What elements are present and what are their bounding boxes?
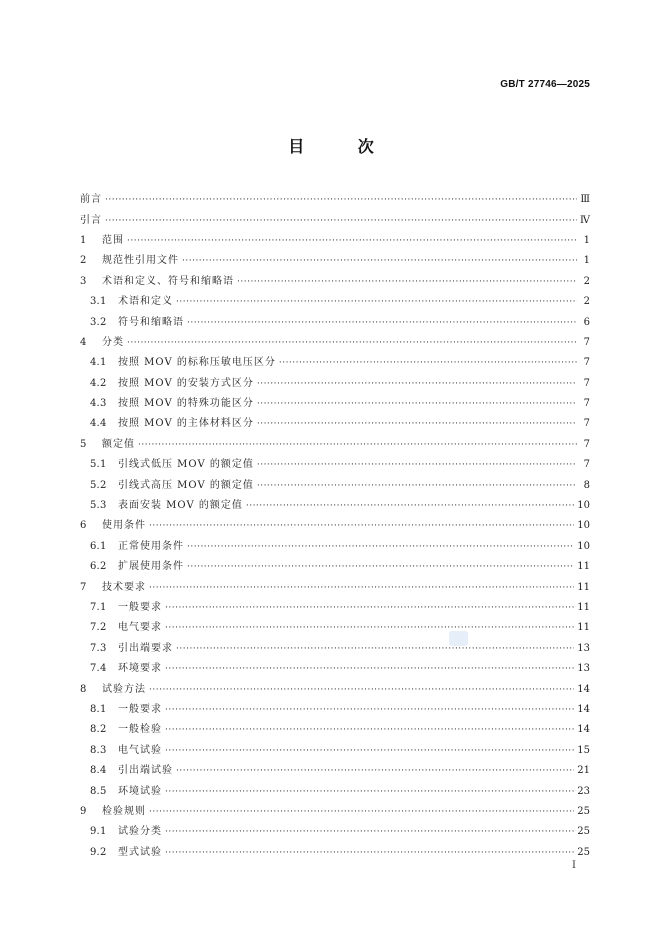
toc-entry[interactable]	[80, 577, 590, 597]
toc-entry-title: 引线式高压 MOV 的额定值	[118, 479, 254, 491]
toc-entry-page: 6	[583, 316, 590, 328]
toc-entry-title: 正常使用条件	[118, 540, 184, 552]
toc-entry-page: 10	[577, 520, 590, 532]
toc-entry[interactable]	[80, 333, 590, 353]
toc-entry-page: 13	[577, 642, 590, 654]
toc-leader-dots	[187, 561, 574, 573]
toc-entry[interactable]	[80, 292, 590, 312]
toc-entry-page: Ⅲ	[580, 194, 590, 206]
toc-leader-dots	[165, 745, 574, 757]
toc-entry[interactable]	[80, 251, 590, 271]
toc-entry-number: 3.2	[90, 316, 107, 328]
toc-leader-dots	[165, 724, 574, 736]
toc-entry-title: 使用条件	[102, 520, 146, 532]
toc-entry-title: 引出端试验	[118, 765, 173, 777]
toc-entry-page: 2	[583, 275, 590, 287]
toc-entry-title: 一般要求	[118, 703, 162, 715]
toc-entry-title: 电气要求	[118, 622, 162, 634]
toc-entry-title: 环境要求	[118, 663, 162, 675]
toc-entry[interactable]	[80, 618, 590, 638]
toc-leader-dots	[182, 255, 577, 267]
toc-leader-dots	[257, 459, 577, 471]
page-title: 目 次	[288, 137, 398, 156]
toc-entry-number: 8.2	[90, 724, 107, 736]
toc-entry-page: 23	[577, 785, 590, 797]
toc-entry-page: 14	[577, 703, 590, 715]
toc-entry-number: 5	[80, 438, 87, 450]
toc-entry[interactable]	[80, 353, 590, 373]
toc-leader-dots	[138, 439, 577, 451]
toc-entry[interactable]	[80, 374, 590, 394]
toc-entry[interactable]	[80, 700, 590, 720]
toc-entry[interactable]	[80, 557, 590, 577]
toc-entry-page: 21	[577, 765, 590, 777]
toc-entry-number: 5.1	[90, 459, 107, 471]
toc-entry-title: 引言	[80, 214, 102, 226]
toc-entry-number: 6	[80, 520, 87, 532]
toc-entry-number: 9.1	[90, 826, 107, 838]
toc-entry[interactable]	[80, 312, 590, 332]
toc-entry-title: 电气试验	[118, 744, 162, 756]
toc-entry[interactable]	[80, 639, 590, 659]
toc-entry-number: 5.3	[90, 500, 107, 512]
toc-entry-number: 8.5	[90, 785, 107, 797]
toc-entry-number: 4.1	[90, 357, 107, 369]
toc-leader-dots	[165, 704, 574, 716]
toc-leader-dots	[176, 296, 577, 308]
toc-entry-number: 8.1	[90, 703, 107, 715]
toc-entry[interactable]	[80, 781, 590, 801]
toc-leader-dots	[165, 847, 574, 859]
toc-leader-dots	[176, 765, 574, 777]
toc-entry-number: 8.4	[90, 765, 107, 777]
toc-entry-title: 扩展使用条件	[118, 561, 184, 573]
toc-entry-page: 1	[583, 255, 590, 267]
toc-entry-title: 分类	[102, 336, 124, 348]
toc-entry[interactable]	[80, 761, 590, 781]
toc-entry-page: 11	[577, 581, 590, 593]
toc-entry-title: 术语和定义	[118, 296, 173, 308]
toc-leader-dots	[149, 582, 574, 594]
toc-entry-page: 7	[583, 418, 590, 430]
toc-entry-title: 引线式低压 MOV 的额定值	[118, 459, 254, 471]
toc-entry-title: 额定值	[102, 438, 135, 450]
toc-entry-title: 技术要求	[102, 581, 146, 593]
toc-entry-page: 25	[577, 805, 590, 817]
toc-entry-title: 符号和缩略语	[118, 316, 184, 328]
toc-leader-dots	[105, 215, 577, 227]
toc-leader-dots	[237, 276, 577, 288]
toc-entry-title: 试验方法	[102, 683, 146, 695]
toc-entry-title: 型式试验	[118, 846, 162, 858]
toc-entry-number: 4.2	[90, 377, 107, 389]
toc-entry-title: 按照 MOV 的标称压敏电压区分	[118, 357, 276, 369]
toc-entry-page: 25	[577, 826, 590, 838]
toc-entry-page: 7	[583, 336, 590, 348]
toc-entry[interactable]	[80, 659, 590, 679]
toc-leader-dots	[257, 378, 577, 390]
toc-entry-page: 25	[577, 846, 590, 858]
toc-entry-title: 一般检验	[118, 724, 162, 736]
toc-entry-title: 按照 MOV 的特殊功能区分	[118, 398, 254, 410]
toc-leader-dots	[149, 520, 574, 532]
toc-entry-title: 前言	[80, 194, 102, 206]
toc-leader-dots	[257, 398, 577, 410]
toc-entry-number: 8.3	[90, 744, 107, 756]
toc-leader-dots	[246, 500, 574, 512]
toc-entry-title: 范围	[102, 234, 124, 246]
toc-leader-dots	[165, 826, 574, 838]
toc-entry[interactable]	[80, 741, 590, 761]
toc-entry-number: 7.2	[90, 622, 107, 634]
toc-entry[interactable]	[80, 272, 590, 292]
toc-entry-number: 7.4	[90, 663, 107, 675]
toc-entry-number: 9.2	[90, 846, 107, 858]
toc-entry-page: 7	[583, 398, 590, 410]
toc-entry-number: 7.3	[90, 642, 107, 654]
toc-entry-number: 4.3	[90, 398, 107, 410]
toc-entry[interactable]	[80, 475, 590, 495]
toc-leader-dots	[257, 480, 577, 492]
toc-entry-title: 一般要求	[118, 602, 162, 613]
table-of-contents	[80, 190, 590, 863]
toc-leader-dots	[165, 622, 574, 634]
toc-entry[interactable]	[80, 414, 590, 434]
toc-entry-number: 3	[80, 275, 87, 287]
toc-entry-page: 11	[577, 602, 590, 613]
toc-entry[interactable]	[80, 394, 590, 414]
toc-entry-title: 检验规则	[102, 805, 146, 817]
toc-entry-page: 13	[577, 663, 590, 675]
page-number: I	[572, 860, 576, 871]
toc-entry-number: 7	[80, 581, 87, 593]
toc-leader-dots	[165, 663, 574, 675]
toc-leader-dots	[165, 602, 574, 614]
toc-entry[interactable]	[80, 210, 590, 230]
toc-leader-dots	[187, 541, 574, 553]
toc-entry-page: 11	[577, 622, 590, 634]
toc-leader-dots	[165, 786, 574, 798]
toc-entry[interactable]	[80, 435, 590, 455]
toc-leader-dots	[257, 418, 577, 430]
toc-entry-page: 7	[583, 357, 590, 369]
toc-entry-page: 7	[583, 377, 590, 389]
toc-entry-page: 14	[577, 724, 590, 736]
watermark-logo	[449, 631, 468, 646]
toc-entry-number: 8	[80, 683, 87, 695]
toc-entry-title: 环境试验	[118, 785, 162, 797]
toc-entry-number: 3.1	[90, 296, 107, 308]
toc-entry[interactable]	[80, 843, 590, 863]
toc-entry[interactable]	[80, 496, 590, 516]
toc-entry-title: 引出端要求	[118, 642, 173, 654]
toc-leader-dots	[127, 235, 577, 247]
toc-entry-page: 10	[577, 500, 590, 512]
toc-entry-page: 2	[583, 296, 590, 308]
toc-entry-number: 9	[80, 805, 87, 817]
toc-entry[interactable]	[80, 802, 590, 822]
toc-entry-title: 术语和定义、符号和缩略语	[102, 275, 234, 287]
toc-entry[interactable]	[80, 822, 590, 842]
toc-entry-title: 按照 MOV 的安装方式区分	[118, 377, 254, 389]
toc-entry-page: 1	[583, 234, 590, 246]
toc-entry-number: 4	[80, 336, 87, 348]
toc-leader-dots	[149, 684, 574, 696]
toc-entry[interactable]	[80, 190, 590, 210]
toc-entry-page: 8	[583, 479, 590, 491]
toc-entry-number: 2	[80, 255, 87, 267]
toc-entry[interactable]	[80, 720, 590, 740]
toc-entry-page: 14	[577, 683, 590, 695]
toc-entry-title: 表面安装 MOV 的额定值	[118, 500, 243, 512]
toc-entry[interactable]	[80, 455, 590, 475]
toc-entry-number: 6.2	[90, 561, 107, 573]
toc-entry-page: 15	[577, 744, 590, 756]
toc-entry-page: 11	[577, 561, 590, 573]
toc-entry-number: 6.1	[90, 540, 107, 552]
toc-entry-page: 10	[577, 540, 590, 552]
toc-entry-page: Ⅳ	[580, 214, 590, 226]
toc-entry-number: 7.1	[90, 602, 107, 613]
toc-entry-page: 7	[583, 459, 590, 471]
toc-entry-page: 7	[583, 438, 590, 450]
toc-entry[interactable]	[80, 516, 590, 536]
toc-entry-number: 1	[80, 234, 87, 246]
toc-leader-dots	[149, 806, 574, 818]
toc-entry-number: 5.2	[90, 479, 107, 491]
toc-leader-dots	[176, 643, 574, 655]
toc-leader-dots	[279, 357, 577, 369]
toc-entry[interactable]	[80, 679, 590, 699]
toc-leader-dots	[105, 194, 577, 206]
toc-entry-title: 试验分类	[118, 826, 162, 838]
toc-leader-dots	[187, 317, 577, 329]
toc-entry[interactable]	[80, 537, 590, 557]
standard-code: GB/T 27746—2025	[500, 79, 590, 90]
toc-entry[interactable]	[80, 598, 590, 618]
toc-entry-title: 按照 MOV 的主体材料区分	[118, 418, 254, 430]
toc-entry[interactable]	[80, 231, 590, 251]
toc-entry-title: 规范性引用文件	[102, 255, 179, 267]
toc-leader-dots	[127, 337, 577, 349]
toc-entry-number: 4.4	[90, 418, 107, 430]
